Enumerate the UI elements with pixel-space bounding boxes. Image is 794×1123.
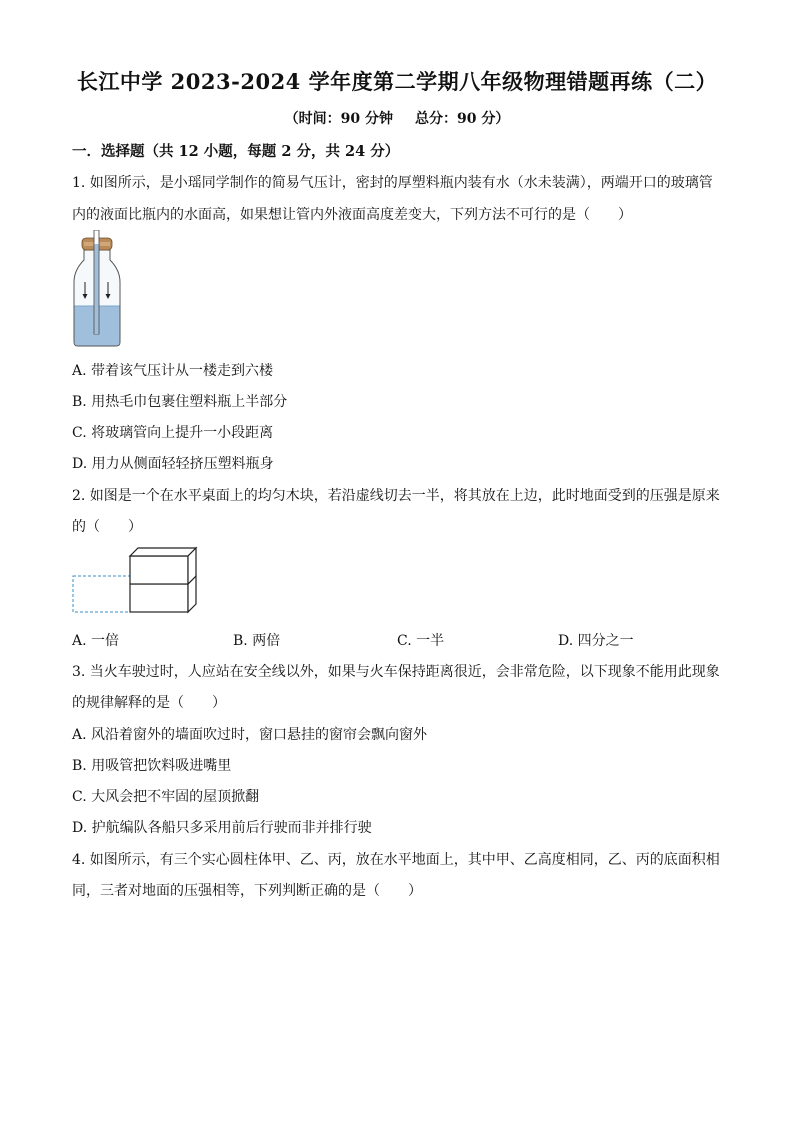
section-heading: 一．选择题（共 12 小题，每题 2 分，共 24 分） — [72, 143, 400, 160]
q1-option-a: A. 带着该气压计从一楼走到六楼 — [72, 363, 274, 379]
q3-option-b: B. 用吸管把饮料吸进嘴里 — [72, 758, 232, 774]
q1-option-c: C. 将玻璃管向上提升一小段距离 — [72, 425, 274, 441]
q3-option-d: D. 护航编队各船只多采用前后行驶而非并排行驶 — [72, 820, 372, 836]
q1-option-d: D. 用力从侧面轻轻挤压塑料瓶身 — [72, 456, 274, 472]
time-label: （时间：90 分钟 — [284, 111, 393, 127]
q1-option-b: B. 用热毛巾包裹住塑料瓶上半部分 — [72, 394, 288, 410]
q2-option-d: D. 四分之一 — [558, 633, 634, 649]
q2-option-a: A. 一倍 — [72, 633, 120, 649]
q2-option-c: C. 一半 — [397, 633, 445, 649]
q2-text-line2: 的（ ） — [72, 519, 142, 535]
exam-meta — [0, 108, 794, 128]
q4-text-line1: 4. 如图所示，有三个实心圆柱体甲、乙、丙，放在水平地面上，其中甲、乙高度相同，乙、丙的底面积相 — [72, 852, 720, 868]
barometer-bottle-figure — [70, 230, 126, 348]
q2-text-line1: 2. 如图是一个在水平桌面上的均匀木块，若沿虚线切去一半，将其放在上边，此时地面受到的压强是原来 — [72, 488, 720, 504]
q1-text-line2: 内的液面比瓶内的水面高，如果想让管内外液面高度差变大，下列方法不可行的是（ ） — [72, 207, 632, 223]
q1-text-line1: 1. 如图所示，是小瑶同学制作的简易气压计，密封的厚塑料瓶内装有水（水未装满），两端开口的玻璃管 — [72, 175, 713, 191]
score-label: 总分：90 分） — [415, 111, 510, 127]
q3-option-c: C. 大风会把不牢固的屋顶掀翻 — [72, 789, 260, 805]
wood-block-figure — [72, 544, 198, 616]
q2-option-b: B. 两倍 — [233, 633, 281, 649]
q4-text-line2: 同，三者对地面的压强相等，下列判断正确的是（ ） — [72, 883, 422, 899]
q3-option-a: A. 风沿着窗外的墙面吹过时，窗口悬挂的窗帘会飘向窗外 — [72, 727, 428, 743]
q3-text-line2: 的规律解释的是（ ） — [72, 695, 226, 711]
page-title: 长江中学 2023-2024 学年度第二学期八年级物理错题再练（二） — [76, 69, 718, 94]
q3-text-line1: 3. 当火车驶过时，人应站在安全线以外，如果与火车保持距离很近，会非常危险，以下现象不能用此现象 — [72, 664, 720, 680]
